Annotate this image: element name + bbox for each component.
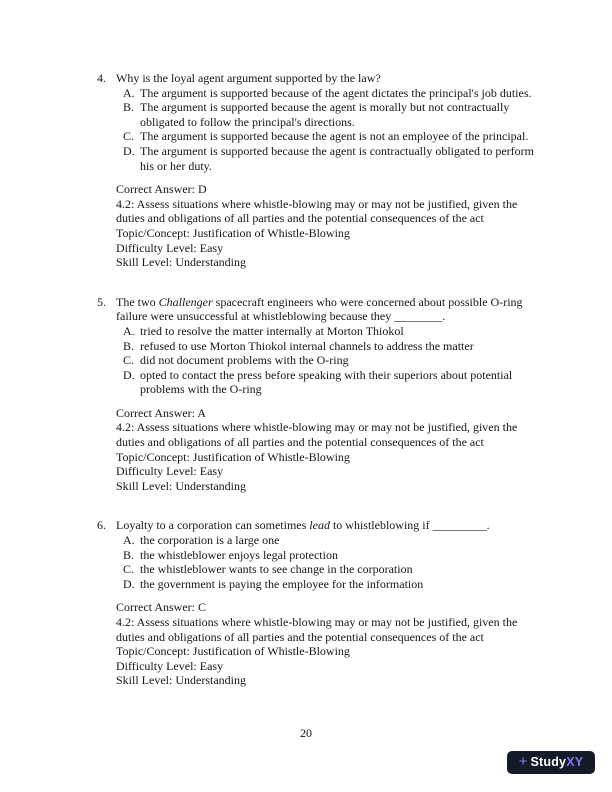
stem-text: spacecraft engineers who were concerned about possible O-ring failure were unsuccessful at whistleblowing because they ________. bbox=[116, 294, 523, 324]
option-text: did not document problems with the O-ring bbox=[140, 353, 349, 368]
options-list bbox=[123, 324, 534, 397]
page-content bbox=[97, 71, 534, 688]
option-row bbox=[123, 353, 534, 368]
option-row bbox=[123, 368, 534, 397]
option-label: D. bbox=[123, 367, 135, 382]
option-label: C. bbox=[123, 129, 135, 144]
question-stem bbox=[116, 71, 534, 86]
option-label: A. bbox=[123, 533, 135, 548]
question-number: 5. bbox=[97, 294, 106, 309]
option-label: B. bbox=[123, 547, 135, 562]
option-row bbox=[123, 100, 534, 129]
question-meta bbox=[116, 406, 534, 494]
question-number: 4. bbox=[97, 71, 106, 85]
option-row bbox=[123, 577, 534, 592]
question-block bbox=[97, 518, 534, 688]
options-list bbox=[123, 533, 534, 591]
brand-suffix: XY bbox=[566, 755, 584, 770]
option-label: A. bbox=[123, 85, 135, 100]
question-block bbox=[97, 71, 534, 270]
skill-line: Skill Level: Understanding bbox=[116, 478, 246, 493]
topic-line: Topic/Concept: Justification of Whistle-Blowing bbox=[116, 449, 350, 464]
objective-line: 4.2: Assess situations where whistle-blowing may or may not be justified, given the duties and obligations of all parties and the potential consequences of the act bbox=[116, 420, 518, 450]
skill-line: Skill Level: Understanding bbox=[116, 673, 246, 688]
question-stem bbox=[116, 518, 534, 533]
question-meta bbox=[116, 182, 534, 270]
difficulty-line: Difficulty Level: Easy bbox=[116, 240, 224, 255]
question-number: 6. bbox=[97, 518, 106, 533]
options-list bbox=[123, 86, 534, 174]
option-text: refused to use Morton Thiokol internal channels to address the matter bbox=[140, 338, 474, 353]
option-row bbox=[123, 533, 534, 548]
page-number: 20 bbox=[300, 726, 312, 740]
answer-line: Correct Answer: D bbox=[116, 182, 207, 197]
option-text: opted to contact the press before speaking with their superiors about potential problems with the O-ring bbox=[140, 367, 513, 397]
objective-line: 4.2: Assess situations where whistle-blowing may or may not be justified, given the duties and obligations of all parties and the potential consequences of the act bbox=[116, 615, 518, 644]
answer-line: Correct Answer: C bbox=[116, 600, 206, 615]
question-meta bbox=[116, 600, 534, 688]
question-block bbox=[97, 295, 534, 494]
option-row bbox=[123, 129, 534, 144]
option-text: the whistleblower enjoys legal protection bbox=[140, 547, 338, 562]
option-label: B. bbox=[123, 100, 135, 115]
objective-line: 4.2: Assess situations where whistle-blowing may or may not be justified, given the duties and obligations of all parties and the potential consequences of the act bbox=[116, 196, 518, 226]
option-text: the corporation is a large one bbox=[140, 533, 280, 548]
option-text: the government is paying the employee for the information bbox=[140, 576, 424, 591]
option-text: The argument is supported because the agent is morally but not contractually obligated to follow the principal's directions. bbox=[140, 100, 510, 129]
brand-name: Study bbox=[530, 755, 567, 770]
option-row bbox=[123, 324, 534, 339]
option-label: C. bbox=[123, 353, 135, 368]
option-text: The argument is supported because the agent is not an employee of the principal. bbox=[140, 129, 529, 144]
skill-line: Skill Level: Understanding bbox=[116, 255, 246, 270]
topic-line: Topic/Concept: Justification of Whistle-Blowing bbox=[116, 644, 350, 659]
difficulty-line: Difficulty Level: Easy bbox=[116, 464, 224, 479]
option-label: D. bbox=[123, 576, 135, 591]
option-text: The argument is supported because the agent is contractually obligated to perform his or her duty. bbox=[140, 143, 534, 173]
question-stem bbox=[116, 295, 534, 324]
stem-text: Why is the loyal agent argument supported by the law? bbox=[116, 71, 381, 85]
option-row bbox=[123, 339, 534, 354]
option-label: B. bbox=[123, 338, 135, 353]
topic-line: Topic/Concept: Justification of Whistle-Blowing bbox=[116, 225, 350, 240]
studyxy-logo bbox=[507, 751, 595, 774]
stem-text-italic: lead bbox=[309, 518, 330, 533]
option-text: The argument is supported because of the agent dictates the principal's job duties. bbox=[140, 85, 532, 100]
option-label: A. bbox=[123, 323, 135, 338]
stem-text: Loyalty to a corporation can sometimes bbox=[116, 518, 310, 533]
brand-text bbox=[530, 755, 583, 770]
stem-text: The two bbox=[116, 294, 159, 309]
answer-line: Correct Answer: A bbox=[116, 405, 206, 420]
option-label: D. bbox=[123, 143, 135, 158]
option-text: the whistleblower wants to see change in the corporation bbox=[140, 562, 413, 577]
option-row bbox=[123, 548, 534, 563]
option-row bbox=[123, 86, 534, 101]
difficulty-line: Difficulty Level: Easy bbox=[116, 658, 224, 673]
stem-text: to whistleblowing if _________. bbox=[329, 518, 490, 533]
option-row bbox=[123, 144, 534, 173]
option-label: C. bbox=[123, 562, 135, 577]
plus-icon: + bbox=[518, 753, 528, 770]
option-row bbox=[123, 562, 534, 577]
stem-text-italic: Challenger bbox=[158, 294, 213, 309]
option-text: tried to resolve the matter internally at Morton Thiokol bbox=[140, 323, 404, 338]
